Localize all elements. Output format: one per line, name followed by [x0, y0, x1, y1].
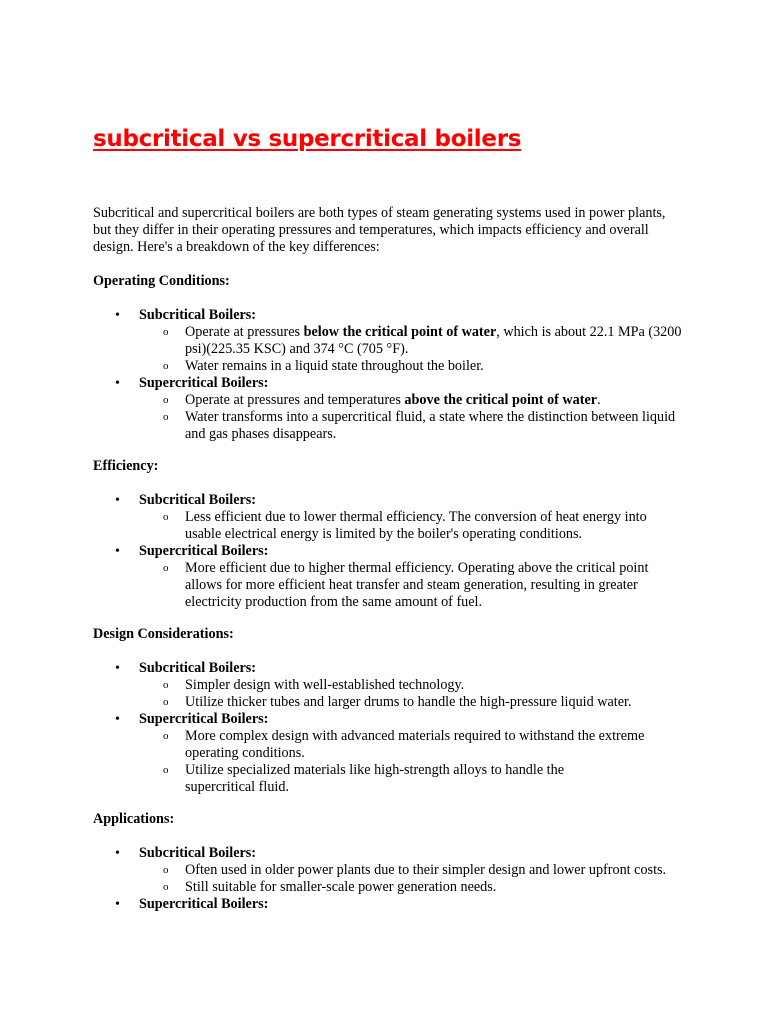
- list-item: [93, 492, 693, 543]
- section-heading: Applications:: [93, 811, 175, 827]
- sub-list-item: o Water remains in a liquid state throughout the boiler.: [163, 358, 484, 374]
- section-heading: Operating Conditions:: [93, 273, 230, 289]
- circle-bullet-icon: o: [163, 679, 169, 691]
- circle-bullet-icon: o: [163, 411, 169, 423]
- circle-bullet-icon: o: [163, 864, 169, 876]
- sub-list-item: o Simpler design with well-established technology.: [163, 677, 465, 693]
- circle-bullet-icon: o: [163, 881, 169, 893]
- bullet-label: Subcritical Boilers:: [139, 307, 257, 323]
- circle-bullet-icon: o: [163, 326, 169, 338]
- bullet-icon: •: [115, 661, 120, 676]
- circle-bullet-icon: o: [163, 764, 169, 776]
- bullet-icon: •: [115, 712, 120, 727]
- sub-list-item: o Often used in older power plants due to their simpler design and lower upfront costs.: [163, 862, 667, 878]
- circle-bullet-icon: o: [163, 562, 169, 574]
- sub-list-item: o More complex design with advanced materials required to withstand the extreme operating conditions.: [163, 728, 645, 761]
- sub-list-item: o More efficient due to higher thermal efficiency. Operating above the critical point allows for more efficient heat transfer and steam generation, resulting in greater electricity production from the same amount of fuel.: [163, 560, 649, 610]
- document-title: subcritical vs supercritical boilers: [93, 126, 522, 152]
- section-heading: Design Considerations:: [93, 626, 234, 642]
- bullet-label: Subcritical Boilers:: [139, 492, 257, 508]
- circle-bullet-icon: o: [163, 394, 169, 406]
- list-item: [93, 543, 693, 611]
- list-item: [93, 896, 693, 913]
- bullet-label: Supercritical Boilers:: [139, 896, 269, 912]
- sub-list-item: o Utilize thicker tubes and larger drums to handle the high-pressure liquid water.: [163, 694, 632, 710]
- bullet-label: Supercritical Boilers:: [139, 543, 269, 559]
- sub-list-item: o Water transforms into a supercritical fluid, a state where the distinction between liquid and gas phases disappears.: [163, 409, 676, 442]
- bullet-icon: •: [115, 493, 120, 508]
- list-item: [93, 307, 693, 375]
- intro-paragraph: Subcritical and supercritical boilers are both types of steam generating systems used in power plants, but they differ in their operating pressures and temperatures, which impacts efficiency and overall design. Here's a breakdown of the key differences:: [93, 205, 666, 255]
- sub-list-item: o Less efficient due to lower thermal efficiency. The conversion of heat energy into usable electrical energy is limited by the boiler's operating conditions.: [163, 509, 647, 542]
- bullet-label: Subcritical Boilers:: [139, 845, 257, 861]
- section-applications: [93, 811, 693, 913]
- circle-bullet-icon: o: [163, 730, 169, 742]
- sub-list-item: o Operate at pressures and temperatures above the critical point of water.: [163, 392, 601, 408]
- bullet-icon: •: [115, 308, 120, 323]
- circle-bullet-icon: o: [163, 696, 169, 708]
- bullet-label: Subcritical Boilers:: [139, 660, 257, 676]
- list-item: [93, 711, 693, 796]
- list-item: [93, 375, 693, 443]
- bullet-icon: •: [115, 376, 120, 391]
- sub-list-item: o Operate at pressures below the critical point of water, which is about 22.1 MPa (3200 psi)(225.35 KSC) and 374 °C (705 °F).: [163, 324, 682, 357]
- sub-list-item: o Utilize specialized materials like high-strength alloys to handle the supercritical fluid.: [163, 762, 565, 795]
- circle-bullet-icon: o: [163, 360, 169, 372]
- list-item: [93, 845, 693, 896]
- bullet-label: Supercritical Boilers:: [139, 375, 269, 391]
- section-efficiency: [93, 458, 693, 611]
- sub-list-item: o Still suitable for smaller-scale power generation needs.: [163, 879, 497, 895]
- bullet-label: Supercritical Boilers:: [139, 711, 269, 727]
- bullet-icon: •: [115, 897, 120, 912]
- section-operating-conditions: [93, 273, 693, 443]
- bullet-icon: •: [115, 846, 120, 861]
- bullet-icon: •: [115, 544, 120, 559]
- circle-bullet-icon: o: [163, 511, 169, 523]
- list-item: [93, 660, 693, 711]
- section-design-considerations: [93, 626, 693, 796]
- section-heading: Efficiency:: [93, 458, 159, 474]
